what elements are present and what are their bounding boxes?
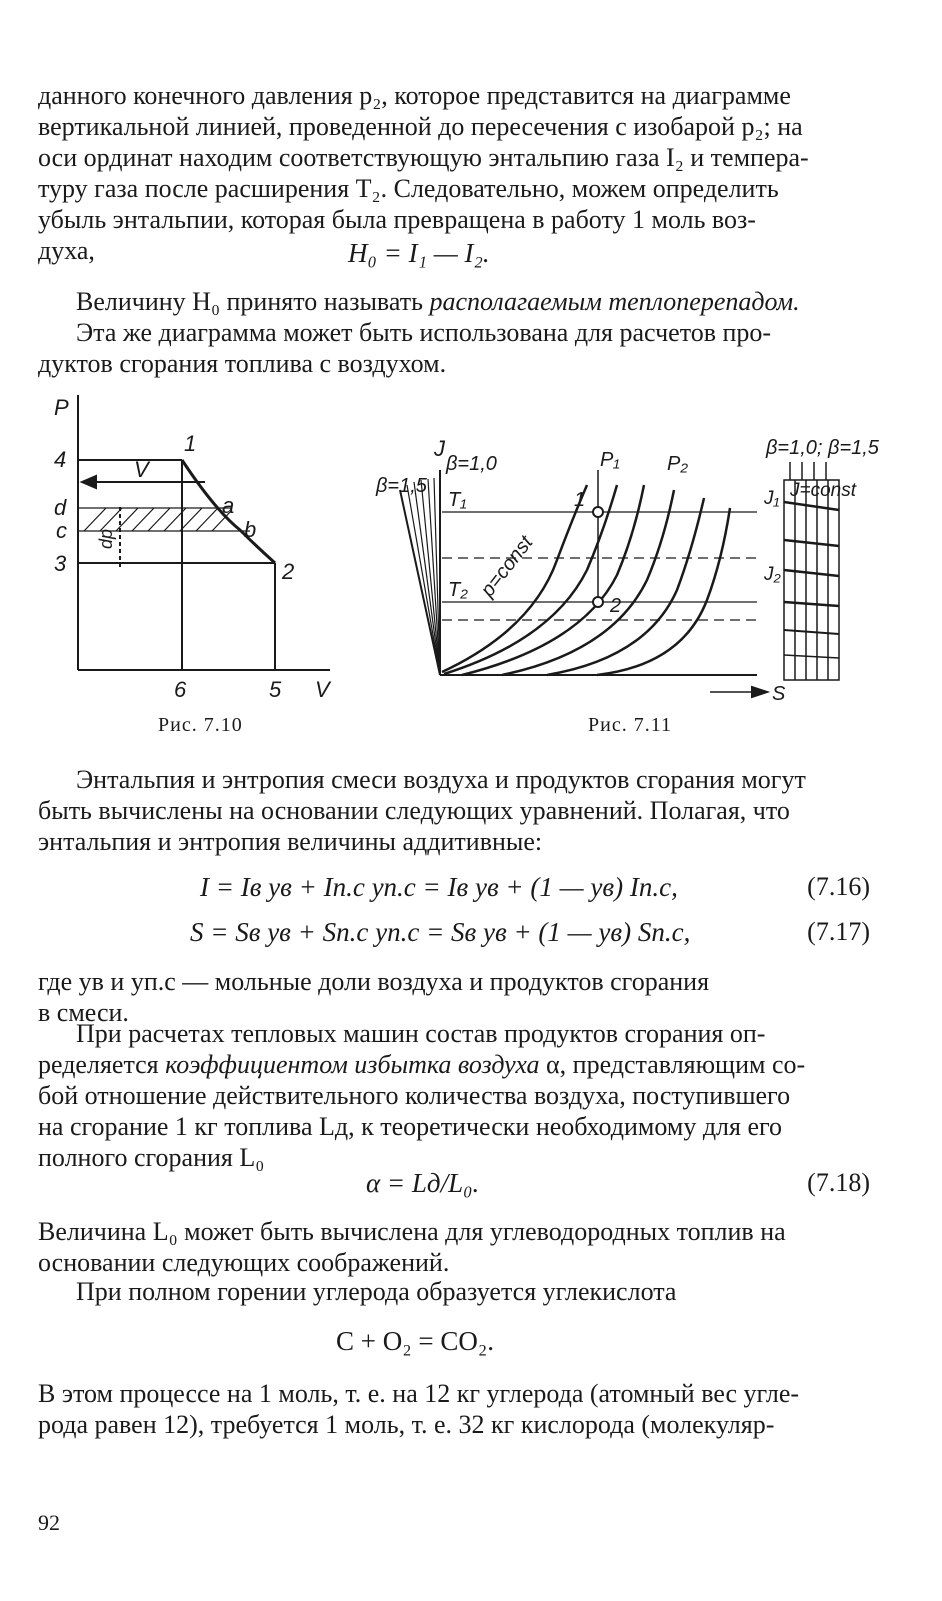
paragraph-3 <box>38 317 870 379</box>
equation-number-7-18: (7.18) <box>807 1168 870 1197</box>
point-2-label: 2 <box>282 559 295 584</box>
t1-label: T₁ <box>448 489 467 511</box>
s-arrowhead <box>752 687 767 697</box>
isobar-curve <box>502 490 674 675</box>
figure-7-10-caption: Рис. 7.10 <box>158 714 243 736</box>
paragraph-2 <box>38 286 870 317</box>
text-line: на сгорание 1 кг топлива Lд, к теоретически необходимому для его <box>38 1112 783 1141</box>
point-d-label: d <box>54 495 67 520</box>
text-line: в смеси. <box>38 998 129 1027</box>
text-line: Величина L₀ может быть вычислена для углеводородных топлив на <box>38 1217 786 1246</box>
text-line: убыль энтальпии, которая была превращена в работу 1 моль воз- <box>38 205 756 234</box>
j-axis-label: J <box>434 436 445 461</box>
isobar-curve <box>444 485 617 674</box>
paragraph-8 <box>38 1276 870 1307</box>
point-4-label: 4 <box>54 447 67 472</box>
text-line: Энтальпия и энтропия смеси воздуха и продуктов сгорания могут <box>76 765 806 794</box>
beta-10-label: β=1,0 <box>446 453 497 475</box>
text-line: туру газа после расширения T₂. Следовательно, можем определить <box>38 174 779 203</box>
text-line: дуктов сгорания топлива с воздухом. <box>38 349 447 378</box>
dp-label: dp <box>96 528 116 549</box>
point-a-label: a <box>222 493 235 518</box>
text-line <box>38 1049 870 1080</box>
equation-7-18: α = Lд/L₀. <box>366 1168 480 1198</box>
beta-pair-label: β=1,0; β=1,5 <box>766 437 879 459</box>
text-line: бой отношение действительного количества воздуха, поступившего <box>38 1081 791 1110</box>
x-6-label: 6 <box>174 677 187 702</box>
text-line: В этом процессе на 1 моль, т. е. на 12 кг углерода (атомный вес угле- <box>38 1379 800 1408</box>
point-b-label: b <box>244 517 257 542</box>
equation-7-16: I = Iв yв + Iп.с yп.с = Iв yв + (1 — yв) Iп.с, <box>200 872 678 902</box>
text-line: оси ординат находим соответствующую энтальпию газа I₂ и темпера- <box>38 143 809 172</box>
v-axis-label: V <box>315 677 330 702</box>
point-c-label: c <box>56 518 67 543</box>
beta-15-label: β=1,5 <box>376 475 427 497</box>
state-point-2 <box>593 597 603 607</box>
paragraph-7 <box>38 1216 870 1278</box>
text-line: Эта же диаграмма может быть использована для расчетов про- <box>76 318 772 347</box>
figure-7-11 <box>372 430 892 715</box>
point-1-label: 1 <box>184 431 197 456</box>
j1-label: J₁ <box>764 488 780 509</box>
text-line: быть вычислены на основании следующих уравнений. Полагая, что <box>38 796 790 825</box>
p1-label: P₁ <box>600 449 620 471</box>
text-line: основании следующих соображений. <box>38 1248 450 1277</box>
jconst-label: J=const <box>790 480 857 501</box>
x-5-label: 5 <box>269 677 282 702</box>
text-line: духа, <box>38 236 95 265</box>
state-point-1 <box>593 507 603 517</box>
text-line: где yв и yп.с — мольные доли воздуха и продуктов сгорания <box>38 967 710 996</box>
text-line: Величину H₀ принято называть <box>76 287 430 316</box>
paragraph-9 <box>38 1378 870 1440</box>
t2-label: T₂ <box>448 579 468 601</box>
text-fragment: α, представляющим со- <box>539 1050 806 1079</box>
point-3-label: 3 <box>54 551 67 576</box>
p2-label: P₂ <box>667 453 688 475</box>
equation-co2: C + O₂ = CO₂. <box>336 1326 495 1356</box>
pconst-label: p=const <box>476 531 538 602</box>
equation-number-7-17: (7.17) <box>807 917 870 946</box>
text-line: рода равен 12), требуется 1 моль, т. е. 32 кг кислорода (молекуляр- <box>38 1410 775 1439</box>
emphasis-text: коэффициентом избытка воздуха <box>165 1050 540 1079</box>
j2-label: J₂ <box>764 564 781 585</box>
point-2-label: 2 <box>610 595 622 617</box>
point-1-label: 1 <box>574 489 586 511</box>
v-arrow-label: V <box>134 457 149 482</box>
figure-7-10 <box>40 385 360 710</box>
text-line: При полном горении углерода образуется углекислота <box>76 1277 677 1306</box>
equation-h0: H₀ = I₁ — I₂. <box>348 238 490 268</box>
text-line: При расчетах тепловых машин состав продуктов сгорания оп- <box>76 1019 766 1048</box>
text-line: полного сгорания L₀ <box>38 1143 265 1172</box>
text-line: энтальпия и энтропия величины аддитивные: <box>38 827 543 856</box>
p-axis-label: P <box>54 395 69 420</box>
page-number: 92 <box>38 1510 60 1535</box>
emphasis-text: располагаемым теплоперепадом. <box>429 287 800 316</box>
text-line: вертикальной линией, проведенной до пересечения с изобарой p₂; на <box>38 112 803 141</box>
figure-7-11-caption: Рис. 7.11 <box>588 714 672 736</box>
s-axis-label: S <box>772 683 786 705</box>
equation-7-17: S = Sв yв + Sп.с yп.с = Sв yв + (1 — yв) Sп.с, <box>190 917 691 947</box>
paragraph-6 <box>38 1018 870 1173</box>
v-arrowhead <box>82 476 96 488</box>
paragraph-4 <box>38 764 870 857</box>
text-line: данного конечного давления p₂, которое представится на диаграмме <box>38 81 791 110</box>
text-fragment: ределяется <box>38 1050 166 1079</box>
equation-number-7-16: (7.16) <box>807 872 870 901</box>
